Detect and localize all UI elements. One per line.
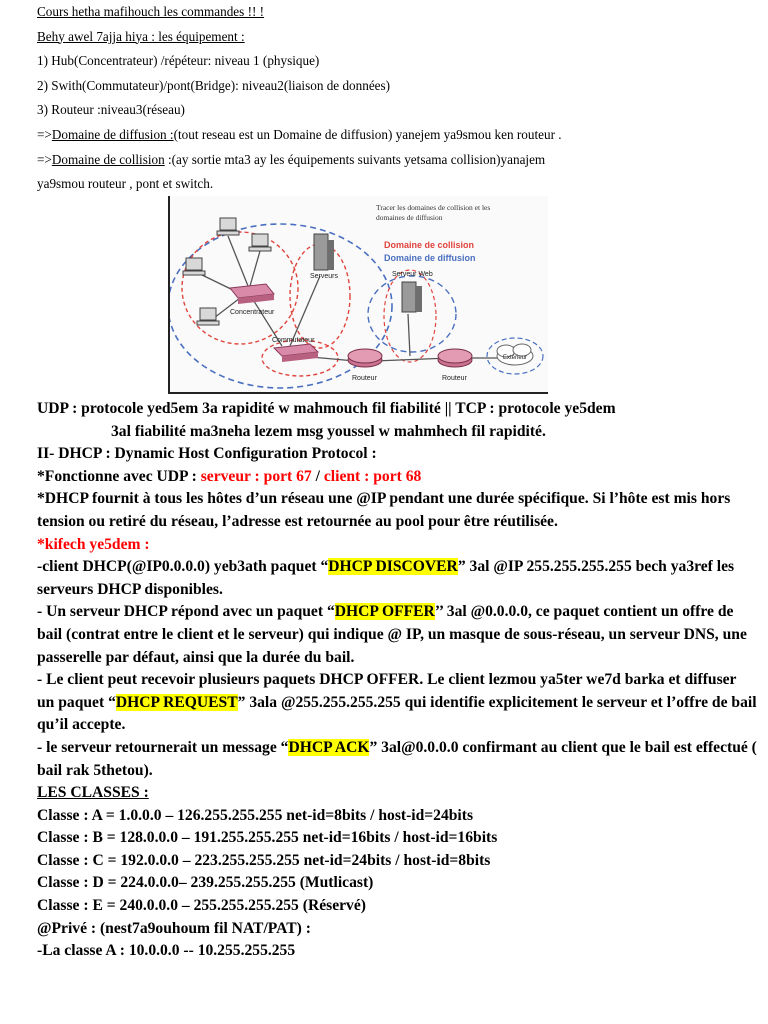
class-line: Classe : C = 192.0.0.0 – 223.255.255.255 net-id=24bits / host-id=8bits bbox=[37, 851, 491, 869]
server-port: serveur : port 67 bbox=[200, 467, 316, 485]
dhcp-ack-step: - le serveur retournerait un message “DHCP ACK” 3al@0.0.0.0 confirmant au client que le bail est effectué ( bail rak 5thetou). bbox=[37, 738, 757, 779]
dhcp-description: *DHCP fournit à tous les hôtes d’un réseau une @IP pendant une durée spécifique. Si l’hôte est mis hors tension ou retiré du réseau, l’adresse est retournée au pool pour être réutilisée. bbox=[37, 490, 731, 530]
serveurs-label: Serveurs bbox=[310, 273, 339, 280]
switch-line: 2) Swith(Commutateur)/pont(Bridge): niveau2(liaison de données) bbox=[37, 77, 391, 93]
legend-diffusion: Domaine de diffusion bbox=[384, 253, 476, 263]
routeur-label-2: Routeur bbox=[442, 375, 467, 382]
dhcp-request-step: - Le client peut recevoir plusieurs paquets DHCP OFFER. Le client lezmou ya5ter we7d barka et diffuser un paquet “DHCP REQUEST” 3ala @255.255.255.255 qui identifie explicitement le serveur et l’offre de bail qu’il accepte. bbox=[37, 671, 757, 734]
serveur-web-label: Serveur Web bbox=[392, 271, 433, 278]
dhcp-ack-highlight: DHCP ACK bbox=[288, 738, 370, 756]
udp-tcp-line-2: 3al fiabilité ma3neha lezem msg youssel w mahmhech fil rapidité. bbox=[111, 422, 546, 440]
kifech-heading: *kifech ye5dem : bbox=[37, 535, 150, 553]
class-line: Classe : D = 224.0.0.0– 239.255.255.255 (Mutlicast) bbox=[37, 874, 374, 892]
collision-domain-line: =>Domaine de collision :(ay sortie mta3 ay les équipements suivants yetsama collision)yanajem bbox=[37, 151, 546, 167]
dhcp-discover-step: -client DHCP(@IP0.0.0.0) yeb3ath paquet “DHCP DISCOVER” 3al @IP 255.255.255.255 bech ya3ref les serveurs DHCP disponibles. bbox=[37, 558, 735, 598]
dhcp-offer-highlight: DHCP OFFER bbox=[334, 603, 435, 621]
private-addresses-title: @Privé : (nest7a9ouhoum fil NAT/PAT) : bbox=[37, 919, 311, 937]
web-server-icon bbox=[402, 282, 422, 312]
broadcast-domain-line: =>Domaine de diffusion :(tout reseau est un Domaine de diffusion) yanejem ya9smou ken routeur . bbox=[37, 126, 562, 142]
private-class-a: -La classe A : 10.0.0.0 -- 10.255.255.255 bbox=[37, 942, 296, 960]
concentrateur-label: Concentrateur bbox=[230, 309, 275, 316]
collision-domain-term: Domaine de collision bbox=[51, 151, 165, 167]
udp-ports-line: *Fonctionne avec UDP : serveur : port 67 / client : port 68 bbox=[37, 467, 422, 485]
figure-note-2: domaines de diffusion bbox=[376, 213, 443, 222]
dhcp-request-highlight: DHCP REQUEST bbox=[115, 693, 238, 711]
router-line: 3) Routeur :niveau3(réseau) bbox=[37, 102, 185, 118]
network-diagram bbox=[168, 196, 548, 394]
collision-domain-line-2: ya9smou routeur , pont et switch. bbox=[37, 176, 214, 192]
class-line: Classe : E = 240.0.0.0 – 255.255.255.255 (Réservé) bbox=[37, 897, 366, 915]
intro-line-2: Behy awel 7ajja hiya : les équipement : bbox=[37, 28, 245, 44]
client-port: client : port 68 bbox=[323, 467, 422, 485]
hub-line: 1) Hub(Concentrateur) /répéteur: niveau 1 (physique) bbox=[37, 53, 320, 69]
main-notes bbox=[37, 398, 757, 963]
classes-title: LES CLASSES : bbox=[37, 784, 149, 802]
dhcp-title: II- DHCP : Dynamic Host Configuration Protocol : bbox=[37, 445, 377, 463]
routeur-label-1: Routeur bbox=[352, 375, 377, 382]
broadcast-domain-term: Domaine de diffusion : bbox=[51, 126, 174, 142]
udp-tcp-line-1: UDP : protocole yed5em 3a rapidité w mahmouch fil fiabilité || TCP : protocole ye5dem bbox=[37, 400, 616, 417]
dhcp-discover-highlight: DHCP DISCOVER bbox=[328, 558, 458, 576]
intro-notes bbox=[37, 0, 757, 197]
class-line: Classe : B = 128.0.0.0 – 191.255.255.255 net-id=16bits / host-id=16bits bbox=[37, 829, 498, 847]
commutateur-label: Commutateur bbox=[272, 337, 315, 344]
switch-icon bbox=[274, 344, 318, 362]
legend-collision: Domaine de collision bbox=[384, 240, 475, 250]
figure-note-1: Tracer les domaines de collision et les bbox=[376, 203, 491, 212]
dhcp-offer-step: - Un serveur DHCP répond avec un paquet “DHCP OFFER’’ 3al @0.0.0.0, ce paquet contient un offre de bail (contrat entre le client et le serveur) qui indique @ IP, un masque de sous-réseau, un serveur DNS, une passerelle par défaut, ainsi que la durée du bail. bbox=[37, 603, 747, 666]
exterieur-label: Extérieur bbox=[503, 355, 528, 361]
server-icon bbox=[314, 234, 334, 270]
class-line: Classe : A = 1.0.0.0 – 126.255.255.255 net-id=8bits / host-id=24bits bbox=[37, 806, 474, 824]
intro-line-1: Cours hetha mafihouch les commandes !! ! bbox=[37, 4, 265, 19]
